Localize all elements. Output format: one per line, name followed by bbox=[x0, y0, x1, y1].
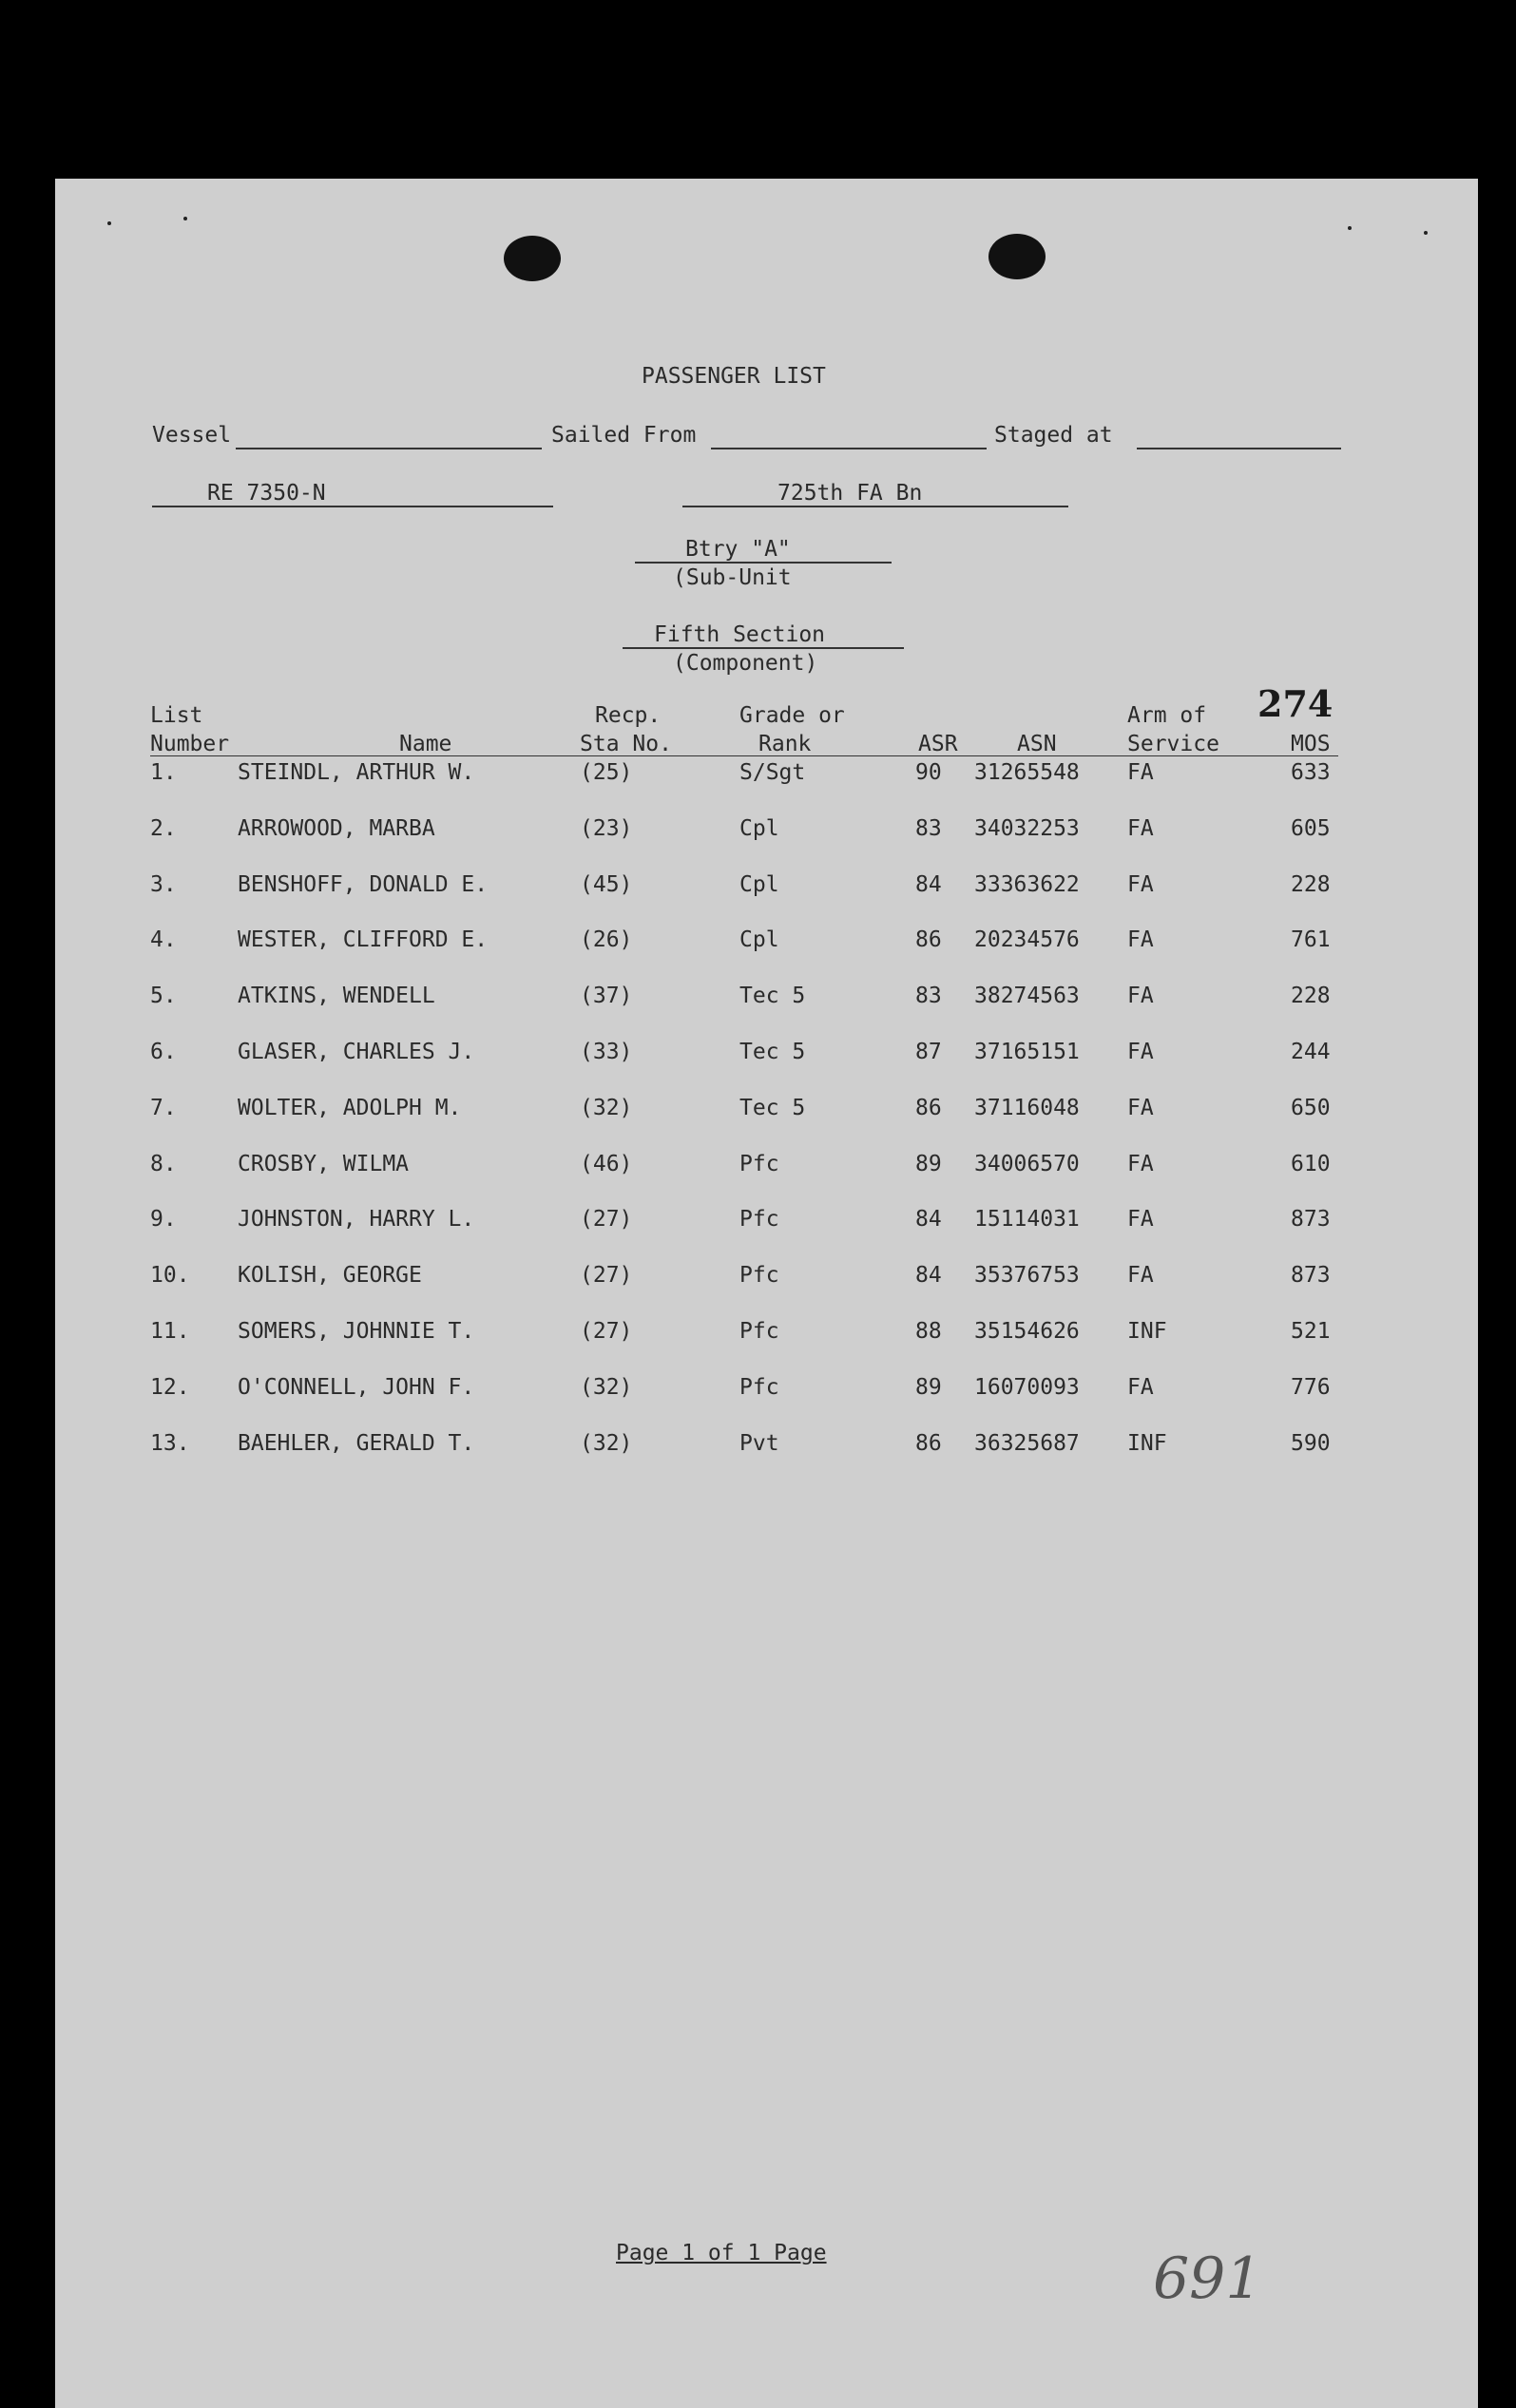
asn-value: 36325687 bbox=[974, 1431, 1080, 1456]
asn-value: 15114031 bbox=[974, 1207, 1080, 1232]
mos-value: 244 bbox=[1291, 1040, 1331, 1064]
mos-value: 633 bbox=[1291, 760, 1331, 785]
speck bbox=[1348, 226, 1352, 230]
grade-rank: Pfc bbox=[739, 1319, 779, 1344]
mos-value: 521 bbox=[1291, 1319, 1331, 1344]
reference-line bbox=[152, 506, 553, 507]
staged-at-line bbox=[1137, 448, 1341, 449]
component-value: Fifth Section bbox=[654, 622, 826, 647]
passenger-name: ARROWOOD, MARBA bbox=[238, 816, 435, 841]
sub-unit-line bbox=[635, 562, 892, 564]
speck bbox=[1424, 231, 1428, 235]
grade-rank: Pfc bbox=[739, 1375, 779, 1400]
col-header-mos: MOS bbox=[1291, 732, 1331, 756]
recp-sta-no: (32) bbox=[580, 1096, 633, 1120]
staged-at-label: Staged at bbox=[994, 423, 1113, 448]
grade-rank: Pfc bbox=[739, 1152, 779, 1176]
row-number: 9. bbox=[150, 1207, 177, 1232]
stamp-number: 274 bbox=[1257, 682, 1334, 725]
col-header-sta-no: Sta No. bbox=[580, 732, 672, 756]
asn-value: 37116048 bbox=[974, 1096, 1080, 1120]
grade-rank: Tec 5 bbox=[739, 984, 806, 1008]
grade-rank: Pfc bbox=[739, 1263, 779, 1288]
asr-value: 90 bbox=[915, 760, 942, 785]
vessel-line bbox=[236, 448, 542, 449]
asr-value: 86 bbox=[915, 1431, 942, 1456]
col-header-list: List bbox=[150, 703, 203, 728]
row-number: 3. bbox=[150, 872, 177, 897]
unit-name: 725th FA Bn bbox=[777, 481, 923, 506]
recp-sta-no: (37) bbox=[580, 984, 633, 1008]
passenger-name: JOHNSTON, HARRY L. bbox=[238, 1207, 475, 1232]
recp-sta-no: (25) bbox=[580, 760, 633, 785]
passenger-name: ATKINS, WENDELL bbox=[238, 984, 435, 1008]
asr-value: 83 bbox=[915, 816, 942, 841]
mos-value: 873 bbox=[1291, 1263, 1331, 1288]
asr-value: 87 bbox=[915, 1040, 942, 1064]
asn-value: 35376753 bbox=[974, 1263, 1080, 1288]
row-number: 13. bbox=[150, 1431, 190, 1456]
speck bbox=[183, 217, 187, 220]
asr-value: 84 bbox=[915, 1263, 942, 1288]
page-title: PASSENGER LIST bbox=[642, 364, 826, 389]
arm-of-service: FA bbox=[1127, 1207, 1154, 1232]
punch-hole-left bbox=[504, 236, 561, 281]
arm-of-service: FA bbox=[1127, 1152, 1154, 1176]
recp-sta-no: (45) bbox=[580, 872, 633, 897]
arm-of-service: INF bbox=[1127, 1431, 1167, 1456]
asn-value: 34032253 bbox=[974, 816, 1080, 841]
asn-value: 31265548 bbox=[974, 760, 1080, 785]
recp-sta-no: (27) bbox=[580, 1263, 633, 1288]
grade-rank: Cpl bbox=[739, 872, 779, 897]
mos-value: 761 bbox=[1291, 927, 1331, 952]
arm-of-service: FA bbox=[1127, 1096, 1154, 1120]
sailed-from-line bbox=[711, 448, 987, 449]
arm-of-service: INF bbox=[1127, 1319, 1167, 1344]
col-header-asr: ASR bbox=[918, 732, 958, 756]
sub-unit-label: (Sub-Unit bbox=[673, 565, 792, 590]
mos-value: 228 bbox=[1291, 984, 1331, 1008]
handwritten-number: 691 bbox=[1153, 2246, 1262, 2312]
recp-sta-no: (27) bbox=[580, 1207, 633, 1232]
reference-number: RE 7350-N bbox=[207, 481, 326, 506]
arm-of-service: FA bbox=[1127, 760, 1154, 785]
passenger-name: STEINDL, ARTHUR W. bbox=[238, 760, 475, 785]
asn-value: 35154626 bbox=[974, 1319, 1080, 1344]
passenger-name: BAEHLER, GERALD T. bbox=[238, 1431, 475, 1456]
mos-value: 590 bbox=[1291, 1431, 1331, 1456]
asr-value: 86 bbox=[915, 927, 942, 952]
row-number: 6. bbox=[150, 1040, 177, 1064]
col-header-service: Service bbox=[1127, 732, 1219, 756]
asn-value: 38274563 bbox=[974, 984, 1080, 1008]
col-header-number: Number bbox=[150, 732, 230, 756]
mos-value: 873 bbox=[1291, 1207, 1331, 1232]
asn-value: 20234576 bbox=[974, 927, 1080, 952]
asr-value: 89 bbox=[915, 1375, 942, 1400]
passenger-name: CROSBY, WILMA bbox=[238, 1152, 410, 1176]
col-header-grade: Grade or bbox=[739, 703, 845, 728]
mos-value: 650 bbox=[1291, 1096, 1331, 1120]
row-number: 1. bbox=[150, 760, 177, 785]
arm-of-service: FA bbox=[1127, 1263, 1154, 1288]
row-number: 5. bbox=[150, 984, 177, 1008]
col-header-name: Name bbox=[399, 732, 452, 756]
arm-of-service: FA bbox=[1127, 1375, 1154, 1400]
row-number: 12. bbox=[150, 1375, 190, 1400]
passenger-name: O'CONNELL, JOHN F. bbox=[238, 1375, 475, 1400]
recp-sta-no: (32) bbox=[580, 1375, 633, 1400]
grade-rank: Pfc bbox=[739, 1207, 779, 1232]
grade-rank: Cpl bbox=[739, 816, 779, 841]
asr-value: 89 bbox=[915, 1152, 942, 1176]
col-header-recp: Recp. bbox=[595, 703, 662, 728]
passenger-name: WESTER, CLIFFORD E. bbox=[238, 927, 489, 952]
arm-of-service: FA bbox=[1127, 872, 1154, 897]
col-header-arm: Arm of bbox=[1127, 703, 1207, 728]
mos-value: 228 bbox=[1291, 872, 1331, 897]
row-number: 11. bbox=[150, 1319, 190, 1344]
row-number: 7. bbox=[150, 1096, 177, 1120]
sailed-from-label: Sailed From bbox=[551, 423, 697, 448]
recp-sta-no: (46) bbox=[580, 1152, 633, 1176]
sub-unit-value: Btry "A" bbox=[685, 537, 791, 562]
asr-value: 88 bbox=[915, 1319, 942, 1344]
row-number: 2. bbox=[150, 816, 177, 841]
page-footer: Page 1 of 1 Page bbox=[616, 2241, 827, 2265]
arm-of-service: FA bbox=[1127, 816, 1154, 841]
asn-value: 16070093 bbox=[974, 1375, 1080, 1400]
passenger-name: BENSHOFF, DONALD E. bbox=[238, 872, 489, 897]
component-line bbox=[623, 647, 904, 649]
passenger-name: SOMERS, JOHNNIE T. bbox=[238, 1319, 475, 1344]
grade-rank: S/Sgt bbox=[739, 760, 806, 785]
mos-value: 605 bbox=[1291, 816, 1331, 841]
vessel-label: Vessel bbox=[152, 423, 232, 448]
row-number: 8. bbox=[150, 1152, 177, 1176]
asr-value: 84 bbox=[915, 872, 942, 897]
grade-rank: Cpl bbox=[739, 927, 779, 952]
grade-rank: Tec 5 bbox=[739, 1096, 806, 1120]
component-label: (Component) bbox=[673, 651, 818, 676]
arm-of-service: FA bbox=[1127, 984, 1154, 1008]
mos-value: 610 bbox=[1291, 1152, 1331, 1176]
asr-value: 86 bbox=[915, 1096, 942, 1120]
asn-value: 34006570 bbox=[974, 1152, 1080, 1176]
arm-of-service: FA bbox=[1127, 927, 1154, 952]
row-number: 4. bbox=[150, 927, 177, 952]
grade-rank: Tec 5 bbox=[739, 1040, 806, 1064]
recp-sta-no: (32) bbox=[580, 1431, 633, 1456]
recp-sta-no: (23) bbox=[580, 816, 633, 841]
asr-value: 83 bbox=[915, 984, 942, 1008]
passenger-name: GLASER, CHARLES J. bbox=[238, 1040, 475, 1064]
col-header-asn: ASN bbox=[1017, 732, 1057, 756]
asn-value: 37165151 bbox=[974, 1040, 1080, 1064]
unit-line bbox=[682, 506, 1068, 507]
col-header-rank: Rank bbox=[758, 732, 812, 756]
arm-of-service: FA bbox=[1127, 1040, 1154, 1064]
passenger-name: WOLTER, ADOLPH M. bbox=[238, 1096, 462, 1120]
punch-hole-right bbox=[988, 234, 1046, 279]
row-number: 10. bbox=[150, 1263, 190, 1288]
recp-sta-no: (26) bbox=[580, 927, 633, 952]
document-page bbox=[55, 179, 1478, 2408]
grade-rank: Pvt bbox=[739, 1431, 779, 1456]
recp-sta-no: (33) bbox=[580, 1040, 633, 1064]
asn-value: 33363622 bbox=[974, 872, 1080, 897]
recp-sta-no: (27) bbox=[580, 1319, 633, 1344]
mos-value: 776 bbox=[1291, 1375, 1331, 1400]
speck bbox=[107, 221, 111, 225]
header-underline bbox=[150, 755, 1338, 756]
passenger-name: KOLISH, GEORGE bbox=[238, 1263, 422, 1288]
asr-value: 84 bbox=[915, 1207, 942, 1232]
